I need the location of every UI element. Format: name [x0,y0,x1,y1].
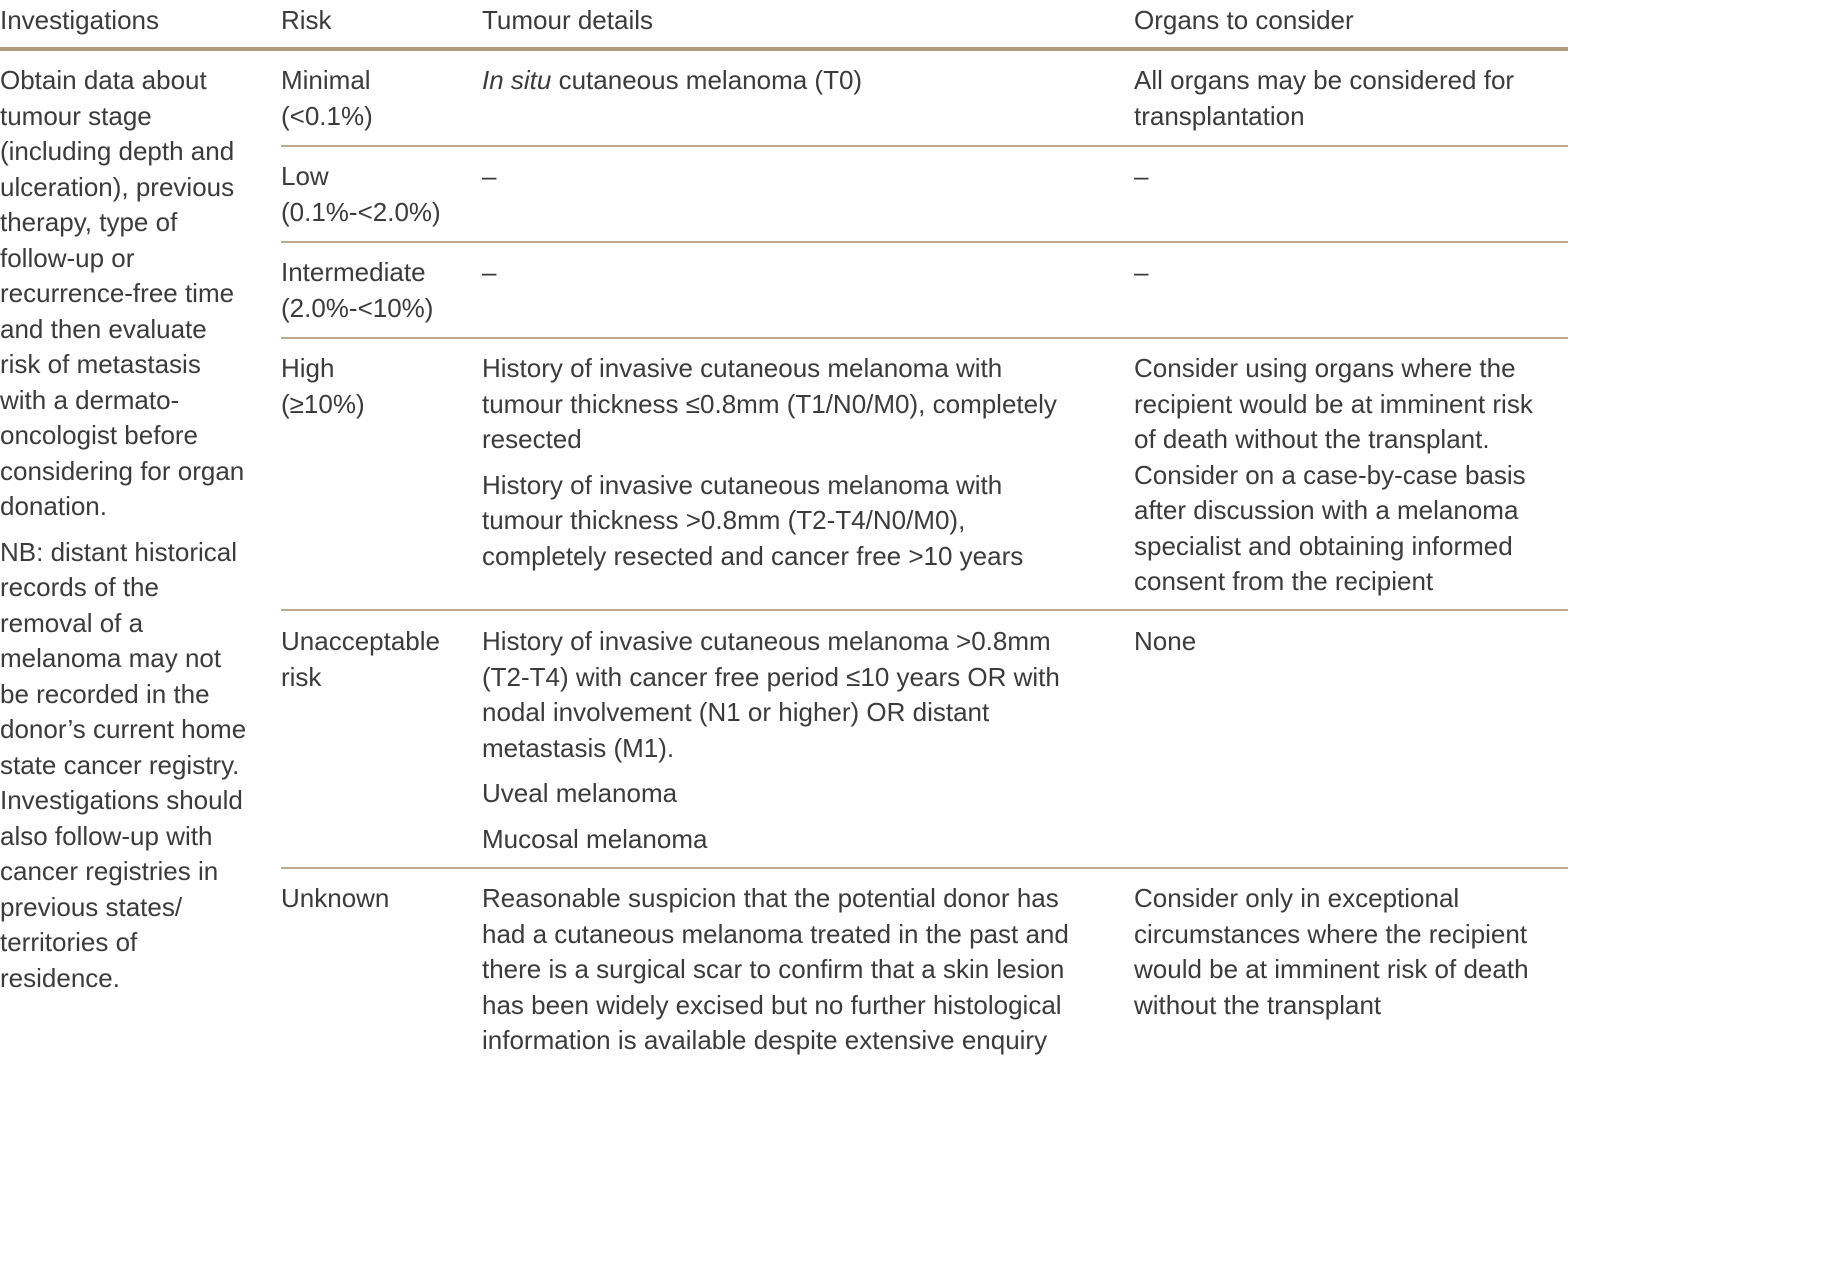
header-organs-to-consider: Organs to consider [1134,5,1354,35]
risk-level: Unacceptable [281,626,440,656]
organs-cell: Consider using organs where the recipient would be at imminent risk of death without the transplant. Consider on a case-by-case basis after discussion with a melanoma specialist and obtaining informed consent from the recipient [1134,353,1533,596]
tumour-text: cutaneous melanoma (T0) [551,65,863,95]
investigations-paragraph-2: NB: distant historical records of the removal of a melanoma may not be recorded in the donor’s current home state cancer registry. Investigations should also follow-up with cancer registries in previous states/ territories of residence. [0,536,247,993]
risk-level: Intermediate [281,257,426,287]
row-divider [281,867,1568,869]
row-divider [281,609,1568,611]
tumour-italic: In situ [482,65,552,95]
row-divider [281,337,1568,339]
tumour-cell: – [482,161,497,191]
tumour-cell: – [482,257,497,287]
tumour-cell [482,624,1097,857]
organs-cell: Consider only in exceptional circumstances where the recipient would be at imminent risk of death without the transplant [1134,883,1529,1020]
risk-level: Unknown [281,883,390,913]
risk-range: (<0.1%) [281,100,373,131]
tumour-cell [482,63,1112,99]
tumour-detail-3: Mucosal melanoma [482,823,708,854]
tumour-detail-1: History of invasive cutaneous melanoma with tumour thickness ≤0.8mm (T1/N0/M0), completely resected [482,353,1057,454]
risk-range: (2.0%-<10%) [281,292,434,323]
risk-range: (≥10%) [281,388,365,419]
organs-cell: – [1134,257,1149,287]
investigations-paragraph-1: Obtain data about tumour stage (including depth and ulceration), previous therapy, type of follow-up or recurrence-free time and then evaluate risk of metastasis with a dermato-oncologist before considering for organ donation. [0,65,245,521]
risk-range: (0.1%-<2.0%) [281,196,441,227]
row-divider [281,241,1568,243]
organs-cell: – [1134,161,1149,191]
tumour-cell [482,351,1072,574]
risk-cell [281,255,471,326]
header-investigations: Investigations [0,5,159,35]
tumour-detail-2: History of invasive cutaneous melanoma with tumour thickness >0.8mm (T2-T4/N0/M0), completely resected and cancer free >10 years [482,469,1024,571]
row-divider [281,145,1568,147]
tumour-cell: Reasonable suspicion that the potential donor has had a cutaneous melanoma treated in the past and there is a surgical scar to confirm that a skin lesion has been widely excised but no further histological information is available despite extensive enquiry [482,883,1069,1055]
tumour-detail-2: Uveal melanoma [482,778,678,808]
table-header [0,0,1568,44]
risk-level: Minimal [281,65,371,95]
tumour-detail-1: History of invasive cutaneous melanoma >0.8mm (T2-T4) with cancer free period ≤10 years OR with nodal involvement (N1 or higher) OR distant metastasis (M1). [482,626,1060,763]
risk-cell [281,881,471,917]
organs-cell: All organs may be considered for transplantation [1134,65,1515,131]
risk-range: risk [281,661,322,692]
header-divider [0,47,1568,51]
risk-cell [281,159,471,230]
risk-level: High [281,353,335,383]
header-tumour-details: Tumour details [482,5,653,35]
risk-level: Low [281,161,329,191]
risk-cell [281,351,471,422]
risk-cell [281,63,471,134]
organs-cell: None [1134,626,1197,656]
investigations-cell [0,63,250,996]
risk-cell [281,624,471,695]
header-risk: Risk [281,5,332,35]
